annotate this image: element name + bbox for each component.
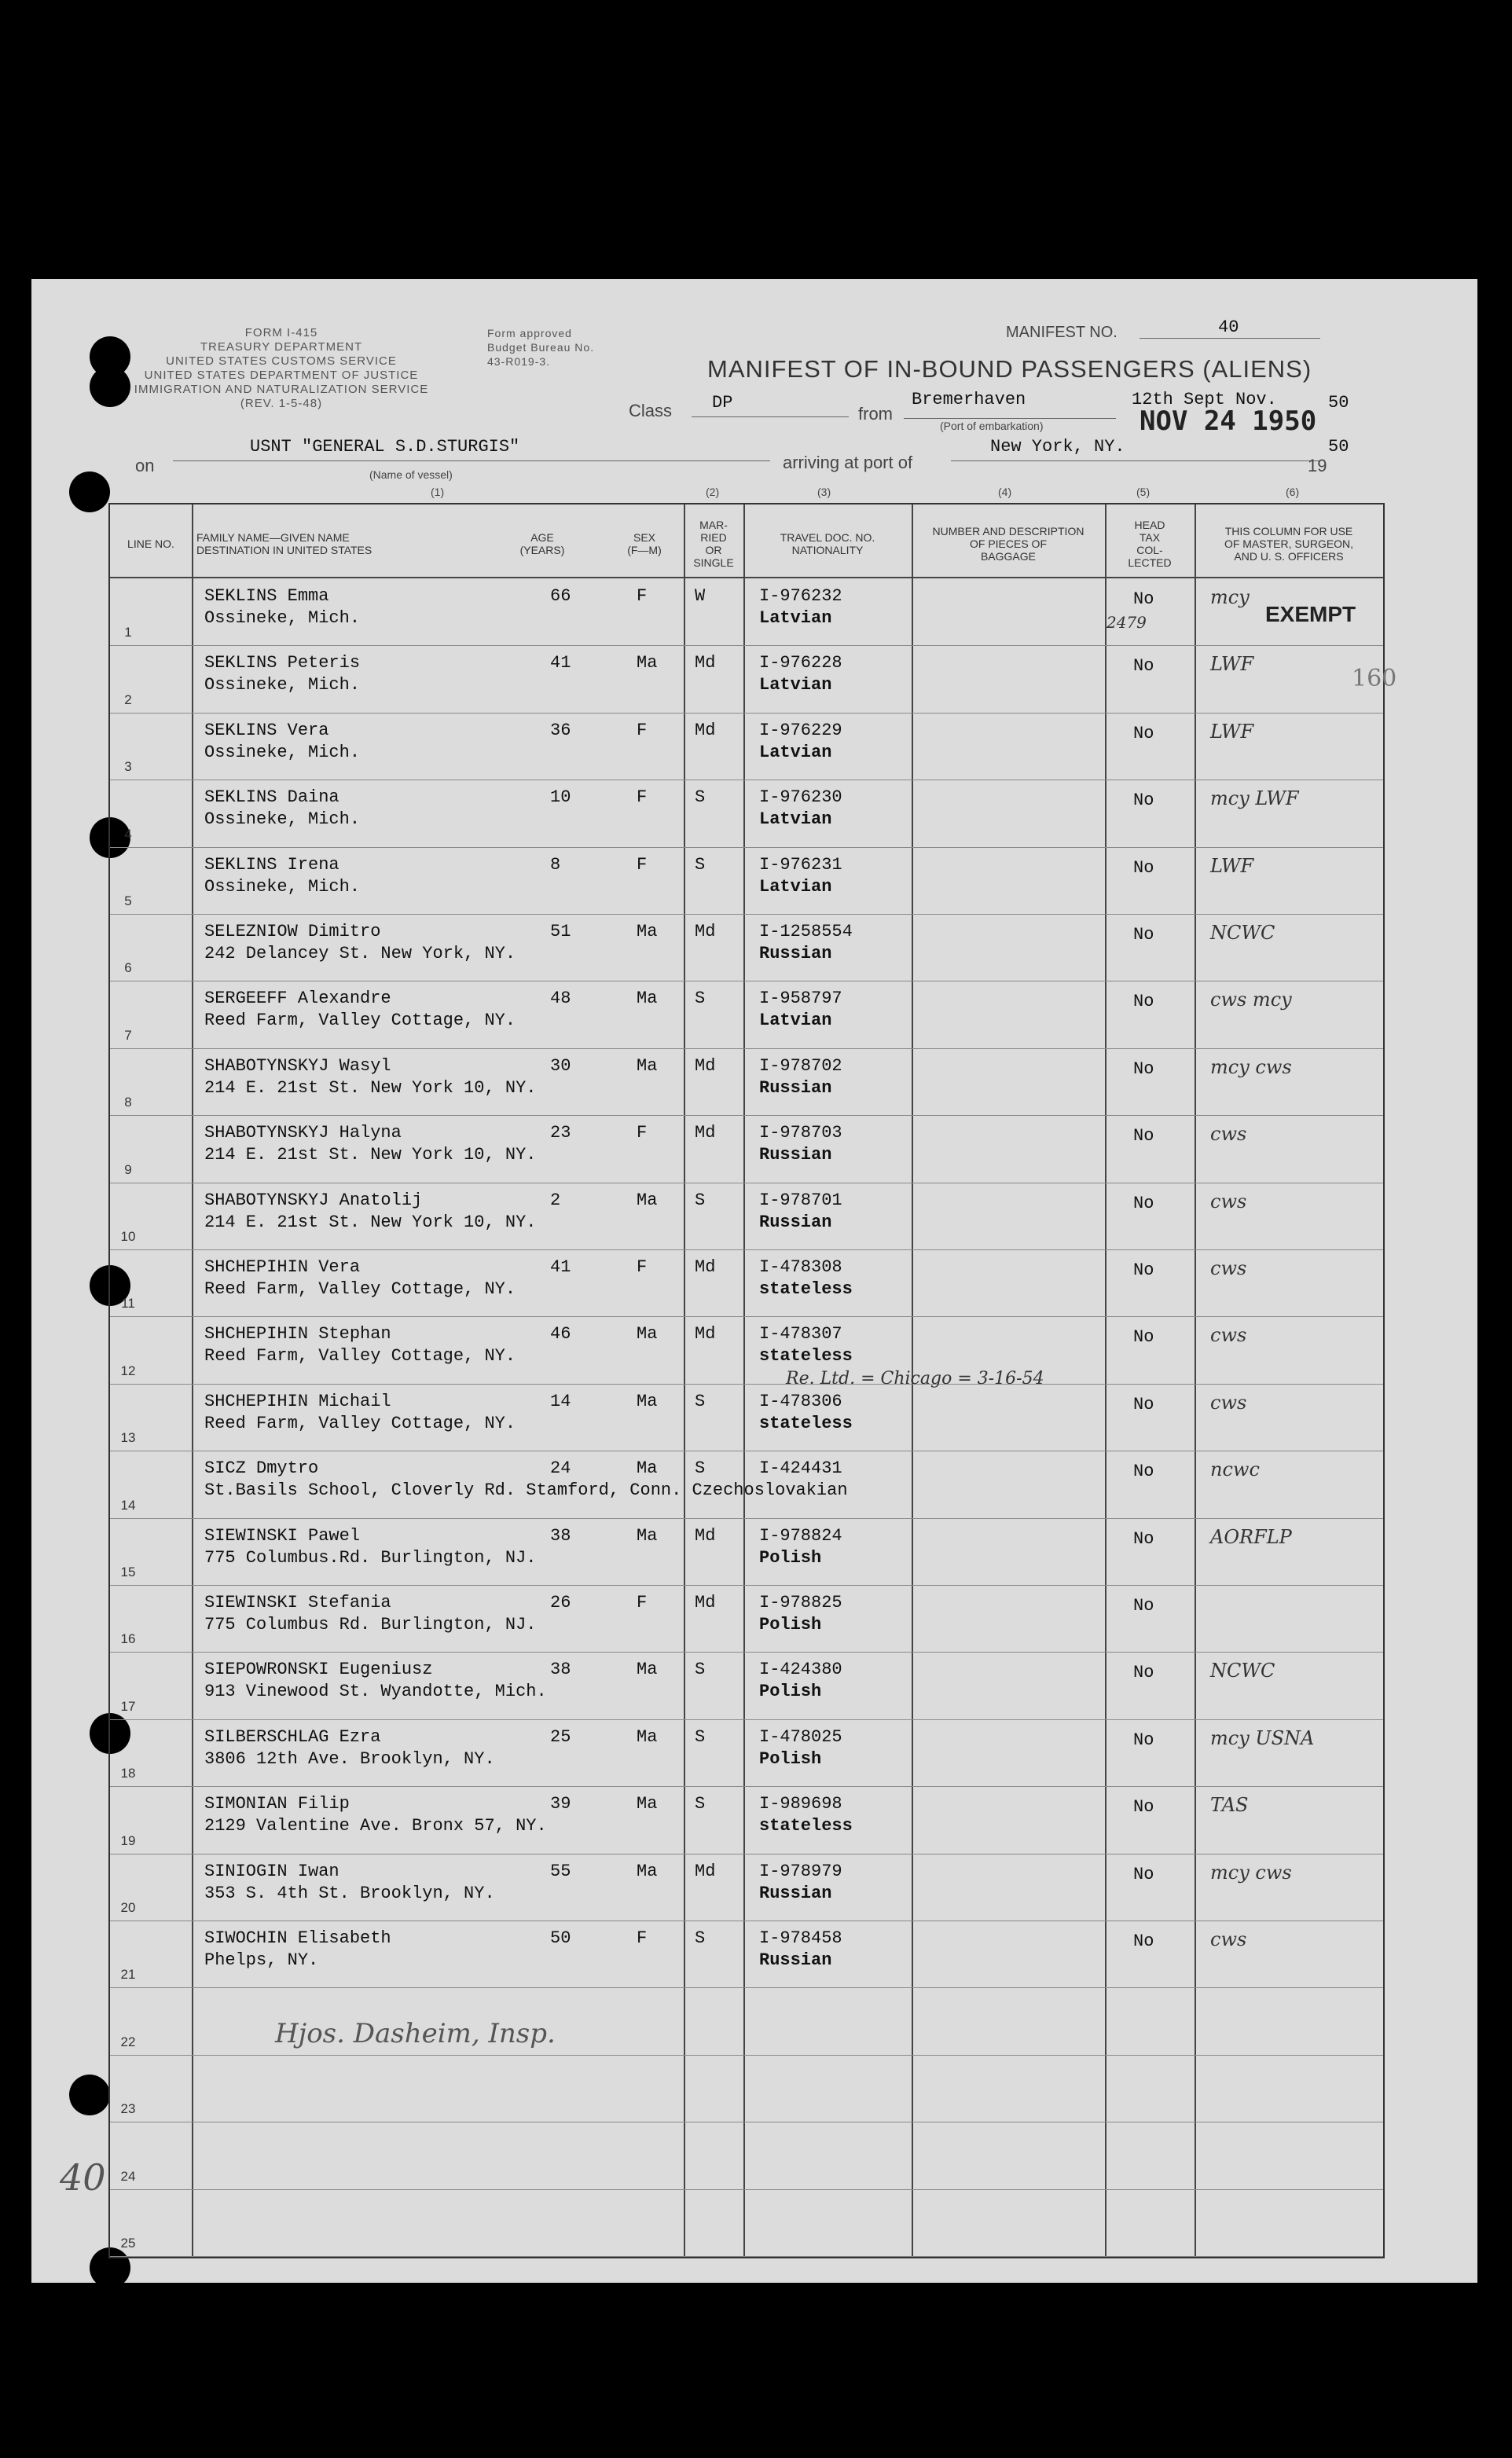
travel-doc-no: I-976232 [759, 586, 842, 606]
marital-status: Md [695, 1324, 716, 1345]
officer-note: cws mcy [1210, 989, 1292, 1011]
line-number: 3 [124, 759, 132, 775]
table-row [110, 1652, 1383, 1719]
table-row [110, 914, 1383, 981]
head-tax: No [1133, 1797, 1154, 1818]
age: 39 [550, 1794, 571, 1814]
sex: F [637, 720, 648, 740]
table-row [110, 2122, 1383, 2189]
destination: Ossineke, Mich. [204, 675, 361, 695]
age: 10 [550, 787, 571, 808]
sex: Ma [637, 653, 658, 673]
age: 51 [550, 922, 571, 941]
travel-doc-no: I-478308 [759, 1257, 842, 1277]
line-number: 2 [124, 692, 132, 707]
officer-note: cws [1210, 1928, 1247, 1950]
age: 36 [550, 720, 571, 740]
line-number: 22 [120, 2034, 136, 2049]
travel-doc-no: I-978701 [759, 1190, 842, 1210]
age: 55 [550, 1861, 571, 1881]
age: 14 [550, 1391, 571, 1411]
marital-status: S [695, 1190, 706, 1210]
head-tax: No [1133, 791, 1154, 811]
sex: F [637, 1593, 648, 1612]
form-id-line: (REV. 1-5-48) [240, 397, 323, 410]
age: 38 [550, 1660, 571, 1680]
exempt-stamp: EXEMPT [1265, 602, 1356, 626]
marital-status: S [695, 1391, 706, 1411]
travel-doc-no: I-1258554 [759, 922, 853, 941]
line-number: 1 [124, 625, 132, 640]
from-value: Bremerhaven [912, 390, 1026, 409]
head-tax: No [1133, 1193, 1154, 1213]
officer-note: cws [1210, 1123, 1247, 1146]
passenger-name: SEKLINS Vera [204, 720, 329, 740]
form-id-line: UNITED STATES DEPARTMENT OF JUSTICE [144, 369, 419, 382]
col-header-head-tax: HEAD TAX COL- LECTED [1128, 519, 1172, 569]
officer-note: LWF [1210, 854, 1254, 877]
head-tax: No [1133, 1864, 1154, 1884]
officer-note: LWF [1210, 653, 1254, 676]
table-row [110, 1249, 1383, 1317]
table-row [110, 2189, 1383, 2257]
manifest-no-underline [1140, 338, 1320, 339]
marital-status: Md [695, 1257, 716, 1277]
head-tax: No [1133, 1528, 1154, 1549]
age: 24 [550, 1458, 571, 1479]
form-id-line: UNITED STATES CUSTOMS SERVICE [166, 354, 397, 368]
nationality: stateless [759, 1346, 853, 1367]
line-number: 14 [120, 1497, 136, 1513]
passenger-name: SILBERSCHLAG Ezra [204, 1726, 381, 1747]
nationality: Latvian [759, 742, 832, 762]
passenger-name: SHABOTYNSKYJ Wasyl [204, 1055, 391, 1076]
age: 48 [550, 989, 571, 1009]
sex: F [637, 787, 648, 808]
col-number-3: (3) [817, 486, 831, 498]
marital-status: Md [695, 1123, 716, 1143]
col-header-line-no: LINE NO. [127, 537, 174, 550]
nationality: Latvian [759, 675, 832, 695]
marital-status: S [695, 854, 706, 875]
age: 30 [550, 1055, 571, 1076]
passenger-name: SERGEEFF Alexandre [204, 989, 391, 1009]
age: 25 [550, 1726, 571, 1747]
line-number: 4 [124, 826, 132, 842]
budget-line: Budget Bureau No. 43-R019-3. [487, 341, 595, 368]
sex: Ma [637, 1861, 658, 1881]
officer-note: TAS [1210, 1794, 1249, 1817]
officer-note: mcy cws [1210, 1861, 1292, 1884]
line-number: 16 [120, 1631, 136, 1647]
marital-status: S [695, 1794, 706, 1814]
line-number: 15 [120, 1564, 136, 1579]
manifest-no-label: MANIFEST NO. [1006, 324, 1117, 341]
destination: Reed Farm, Valley Cottage, NY. [204, 1413, 516, 1433]
sex: Ma [637, 1794, 658, 1814]
nationality: Russian [759, 1883, 832, 1903]
travel-doc-no: I-978703 [759, 1123, 842, 1143]
sex: Ma [637, 1324, 658, 1345]
travel-doc-no: I-976231 [759, 854, 842, 875]
col-header-officers: THIS COLUMN FOR USE OF MASTER, SURGEON, AND U. S. OFFICERS [1224, 525, 1354, 563]
sex: F [637, 1257, 648, 1277]
nationality: Polish [759, 1547, 822, 1568]
marital-status: Md [695, 1525, 716, 1546]
budget-line: Form approved [487, 327, 572, 339]
table-row [110, 2055, 1383, 2122]
handwritten-margin-number: 40 [60, 2156, 106, 2199]
handwritten-note-row2: 2479 [1106, 613, 1147, 632]
destination: 353 S. 4th St. Brooklyn, NY. [204, 1883, 495, 1903]
travel-doc-no: I-978979 [759, 1861, 842, 1881]
travel-doc-no: I-978825 [759, 1593, 842, 1612]
head-tax: No [1133, 1327, 1154, 1348]
line-number: 10 [120, 1228, 136, 1244]
travel-doc-no: I-976230 [759, 787, 842, 808]
form-id-line: FORM I-415 [244, 326, 318, 339]
officer-note: mcy cws [1210, 1055, 1292, 1078]
from-label: from [858, 404, 893, 424]
vessel-name: USNT "GENERAL S.D.STURGIS" [250, 437, 520, 457]
head-tax: No [1133, 656, 1154, 677]
nationality: Russian [759, 1077, 832, 1098]
table-row [110, 1585, 1383, 1653]
destination: 913 Vinewood St. Wyandotte, Mich. [204, 1682, 547, 1702]
nationality: Polish [759, 1682, 822, 1702]
inspector-signature: Hjos. Dasheim, Insp. [275, 2018, 556, 2049]
passenger-name: SEKLINS Irena [204, 854, 339, 875]
head-tax: No [1133, 1932, 1154, 1951]
table-row [110, 1183, 1383, 1250]
sex: Ma [637, 1055, 658, 1076]
sex: Ma [637, 1458, 658, 1479]
nationality: Latvian [759, 1011, 832, 1031]
table-row [110, 1384, 1383, 1451]
line-number: 12 [120, 1363, 136, 1378]
table-row [110, 981, 1383, 1048]
line-number: 6 [124, 960, 132, 976]
arriving-underline [951, 460, 1320, 461]
punch-hole [69, 2075, 110, 2115]
officer-note: AORFLP [1210, 1525, 1292, 1548]
destination: Ossineke, Mich. [204, 876, 361, 897]
marital-status: Md [695, 720, 716, 740]
line-number: 20 [120, 1899, 136, 1915]
class-value: DP [712, 393, 733, 413]
line-number: 21 [120, 1967, 136, 1983]
passenger-name: SHABOTYNSKYJ Anatolij [204, 1190, 423, 1210]
nationality: stateless [759, 1413, 853, 1433]
nationality: Russian [759, 944, 832, 963]
age: 41 [550, 1257, 571, 1277]
passenger-table [108, 503, 1385, 2258]
passenger-name: SIEPOWRONSKI Eugeniusz [204, 1660, 433, 1680]
passenger-name: SEKLINS Emma [204, 586, 329, 606]
head-tax: No [1133, 925, 1154, 945]
age: 46 [550, 1324, 571, 1345]
age: 26 [550, 1593, 571, 1612]
head-tax: No [1133, 1596, 1154, 1616]
head-tax: No [1133, 1730, 1154, 1750]
arrival-stamp: NOV 24 1950 [1140, 405, 1317, 437]
head-tax: No [1133, 1126, 1154, 1146]
table-row [110, 1048, 1383, 1116]
officer-note: ncwc [1210, 1458, 1260, 1481]
destination: 214 E. 21st St. New York 10, NY. [204, 1212, 537, 1232]
travel-doc-no: I-978458 [759, 1928, 842, 1948]
head-tax: No [1133, 723, 1154, 743]
line-number: 11 [121, 1296, 135, 1312]
travel-doc-no: I-989698 [759, 1794, 842, 1814]
table-row [110, 1451, 1383, 1518]
officer-note: NCWC [1210, 1660, 1275, 1682]
nationality: Russian [759, 1950, 832, 1970]
travel-doc-no: I-978824 [759, 1525, 842, 1546]
year-prefix: 19 [1308, 456, 1327, 475]
destination: 214 E. 21st St. New York 10, NY. [204, 1145, 537, 1165]
passenger-name: SICZ Dmytro [204, 1458, 319, 1479]
line-number: 23 [120, 2101, 136, 2117]
form-id-line: TREASURY DEPARTMENT [200, 340, 363, 354]
line-number: 25 [120, 2235, 136, 2251]
age: 50 [550, 1928, 571, 1948]
col-header-baggage: NUMBER AND DESCRIPTION OF PIECES OF BAGGAGE [932, 525, 1084, 563]
age: 23 [550, 1123, 571, 1143]
col-number-2: (2) [706, 486, 720, 498]
sex: F [637, 586, 648, 606]
col-number-1: (1) [431, 486, 445, 498]
punch-hole [90, 366, 130, 407]
nationality: Polish [759, 1615, 822, 1634]
line-number: 8 [124, 1095, 132, 1110]
travel-doc-no: I-424431 [759, 1458, 842, 1479]
arriving-port: New York, NY. [990, 437, 1125, 457]
line-number: 24 [120, 2168, 136, 2184]
nationality: Polish [759, 1748, 822, 1769]
passenger-name: SHCHEPIHIN Michail [204, 1391, 391, 1411]
passenger-name: SEKLINS Daina [204, 787, 339, 808]
line-number: 18 [120, 1766, 136, 1781]
departure-year: 50 [1328, 393, 1349, 413]
officer-note: LWF [1210, 720, 1254, 743]
table-row [110, 1921, 1383, 1988]
head-tax: No [1133, 992, 1154, 1012]
table-row [110, 1786, 1383, 1854]
passenger-name: SIMONIAN Filip [204, 1794, 350, 1814]
nationality: Russian [759, 1145, 832, 1165]
head-tax: No [1133, 1394, 1154, 1414]
travel-doc-no: I-478025 [759, 1726, 842, 1747]
destination: 242 Delancey St. New York, NY. [204, 944, 516, 963]
table-row [110, 645, 1383, 713]
marital-status: Md [695, 922, 716, 941]
margin-number: 160 [1352, 665, 1397, 692]
passenger-name: SHCHEPIHIN Stephan [204, 1324, 391, 1345]
head-tax: No [1133, 589, 1154, 609]
nationality: Latvian [759, 876, 832, 897]
head-tax: No [1133, 1663, 1154, 1683]
col-number-4: (4) [998, 486, 1012, 498]
sex: Ma [637, 1525, 658, 1546]
passenger-name: SHABOTYNSKYJ Halyna [204, 1123, 402, 1143]
vessel-caption: (Name of vessel) [369, 468, 453, 481]
head-tax: No [1133, 1058, 1154, 1079]
passenger-name: SHCHEPIHIN Vera [204, 1257, 361, 1277]
officer-note: NCWC [1210, 922, 1275, 944]
age: 38 [550, 1525, 571, 1546]
col-number-5: (5) [1136, 486, 1151, 498]
officer-note: mcy LWF [1210, 787, 1299, 810]
head-tax: No [1133, 857, 1154, 878]
travel-doc-no: I-976229 [759, 720, 842, 740]
table-row [110, 847, 1383, 915]
marital-status: S [695, 787, 706, 808]
passenger-name: SIWOCHIN Elisabeth [204, 1928, 391, 1948]
sex: F [637, 1928, 648, 1948]
on-label: on [135, 456, 155, 475]
nationality: stateless [759, 1816, 853, 1836]
class-label: Class [629, 401, 673, 420]
form-id-line: IMMIGRATION AND NATURALIZATION SERVICE [134, 383, 429, 396]
table-row [110, 1518, 1383, 1586]
marital-status: W [695, 586, 706, 606]
sex: Ma [637, 1190, 658, 1210]
col-header-married: MAR- RIED OR SINGLE [693, 519, 734, 569]
sex: Ma [637, 1391, 658, 1411]
age: 41 [550, 653, 571, 673]
line-number: 7 [124, 1027, 132, 1043]
passenger-name: SIEWINSKI Pawel [204, 1525, 361, 1546]
marital-status: Md [695, 1055, 716, 1076]
passenger-name: SEKLINS Peteris [204, 653, 361, 673]
form-id-block [132, 326, 431, 411]
destination: 2129 Valentine Ave. Bronx 57, NY. [204, 1816, 547, 1836]
manifest-no-value: 40 [1218, 317, 1239, 337]
sex: F [637, 854, 648, 875]
destination: Ossineke, Mich. [204, 742, 361, 762]
officer-note: cws [1210, 1190, 1247, 1212]
port-embarkation-caption: (Port of embarkation) [940, 420, 1044, 432]
destination: Ossineke, Mich. [204, 608, 361, 628]
nationality: Latvian [759, 608, 832, 628]
col-header-age: AGE (YEARS) [519, 531, 565, 556]
destination: Reed Farm, Valley Cottage, NY. [204, 1011, 516, 1031]
table-row [110, 578, 1383, 646]
destination: Phelps, NY. [204, 1950, 319, 1970]
officer-note: cws [1210, 1257, 1247, 1279]
table-row [110, 1719, 1383, 1787]
marital-status: Md [695, 653, 716, 673]
head-tax: No [1133, 1462, 1154, 1482]
arriving-label: arriving at port of [783, 453, 913, 472]
destination: Ossineke, Mich. [204, 809, 361, 830]
destination: Reed Farm, Valley Cottage, NY. [204, 1346, 516, 1367]
sex: Ma [637, 1660, 658, 1680]
nationality: Russian [759, 1212, 832, 1232]
line-number: 17 [120, 1698, 136, 1714]
marital-status: S [695, 1928, 706, 1948]
head-tax: No [1133, 1260, 1154, 1280]
destination: St.Basils School, Cloverly Rd. Stamford, Conn. Czechoslovakian [204, 1480, 848, 1501]
marital-status: S [695, 1726, 706, 1747]
destination: 775 Columbus Rd. Burlington, NJ. [204, 1615, 537, 1634]
age: 2 [550, 1190, 561, 1210]
line-number: 9 [124, 1161, 132, 1177]
travel-doc-no: I-478306 [759, 1391, 842, 1411]
line-number: 19 [120, 1832, 136, 1848]
destination: 775 Columbus.Rd. Burlington, NJ. [204, 1547, 537, 1568]
travel-doc-no: I-978702 [759, 1055, 842, 1076]
departure-date: 12th Sept Nov. [1132, 390, 1277, 409]
destination: 3806 12th Ave. Brooklyn, NY. [204, 1748, 495, 1769]
sex: Ma [637, 1726, 658, 1747]
marital-status: Md [695, 1593, 716, 1612]
marital-status: S [695, 1660, 706, 1680]
page-title: MANIFEST OF IN-BOUND PASSENGERS (ALIENS) [707, 355, 1312, 383]
passenger-name: SINIOGIN Iwan [204, 1861, 339, 1881]
nationality: stateless [759, 1279, 853, 1299]
nationality: Latvian [759, 809, 832, 830]
arriving-year: 50 [1328, 437, 1349, 457]
officer-note: mcy USNA [1210, 1726, 1315, 1749]
line-number: 5 [124, 893, 132, 908]
officer-note: mcy [1210, 586, 1250, 608]
table-row [110, 780, 1383, 847]
class-underline [692, 416, 849, 417]
age: 66 [550, 586, 571, 606]
travel-doc-no: I-424380 [759, 1660, 842, 1680]
handwritten-note-row13: Re. Ltd. = Chicago = 3-16-54 [786, 1369, 1044, 1389]
line-number: 13 [120, 1430, 136, 1446]
col-header-sex: SEX (F—M) [627, 531, 662, 556]
table-row [110, 1316, 1383, 1384]
vessel-underline [173, 460, 770, 461]
table-row [110, 1115, 1383, 1183]
passenger-name: SIEWINSKI Stefania [204, 1593, 391, 1612]
marital-status: S [695, 989, 706, 1009]
punch-hole [69, 471, 110, 512]
col-header-name: FAMILY NAME—GIVEN NAME DESTINATION IN UNITED STATES [196, 531, 372, 556]
col-header-travel-doc: TRAVEL DOC. NO. NATIONALITY [780, 531, 875, 556]
sex: Ma [637, 922, 658, 941]
col-number-6: (6) [1286, 486, 1300, 498]
travel-doc-no: I-478307 [759, 1324, 842, 1345]
sex: Ma [637, 989, 658, 1009]
table-row [110, 1854, 1383, 1921]
budget-block [487, 326, 613, 369]
sex: F [637, 1123, 648, 1143]
age: 8 [550, 854, 561, 875]
marital-status: Md [695, 1861, 716, 1881]
destination: Reed Farm, Valley Cottage, NY. [204, 1279, 516, 1299]
officer-note: cws [1210, 1324, 1247, 1347]
travel-doc-no: I-976228 [759, 653, 842, 673]
from-underline [904, 418, 1116, 419]
marital-status: S [695, 1458, 706, 1479]
officer-note: cws [1210, 1391, 1247, 1414]
travel-doc-no: I-958797 [759, 989, 842, 1009]
passenger-name: SELEZNIOW Dimitro [204, 922, 381, 941]
table-row [110, 713, 1383, 780]
destination: 214 E. 21st St. New York 10, NY. [204, 1077, 537, 1098]
